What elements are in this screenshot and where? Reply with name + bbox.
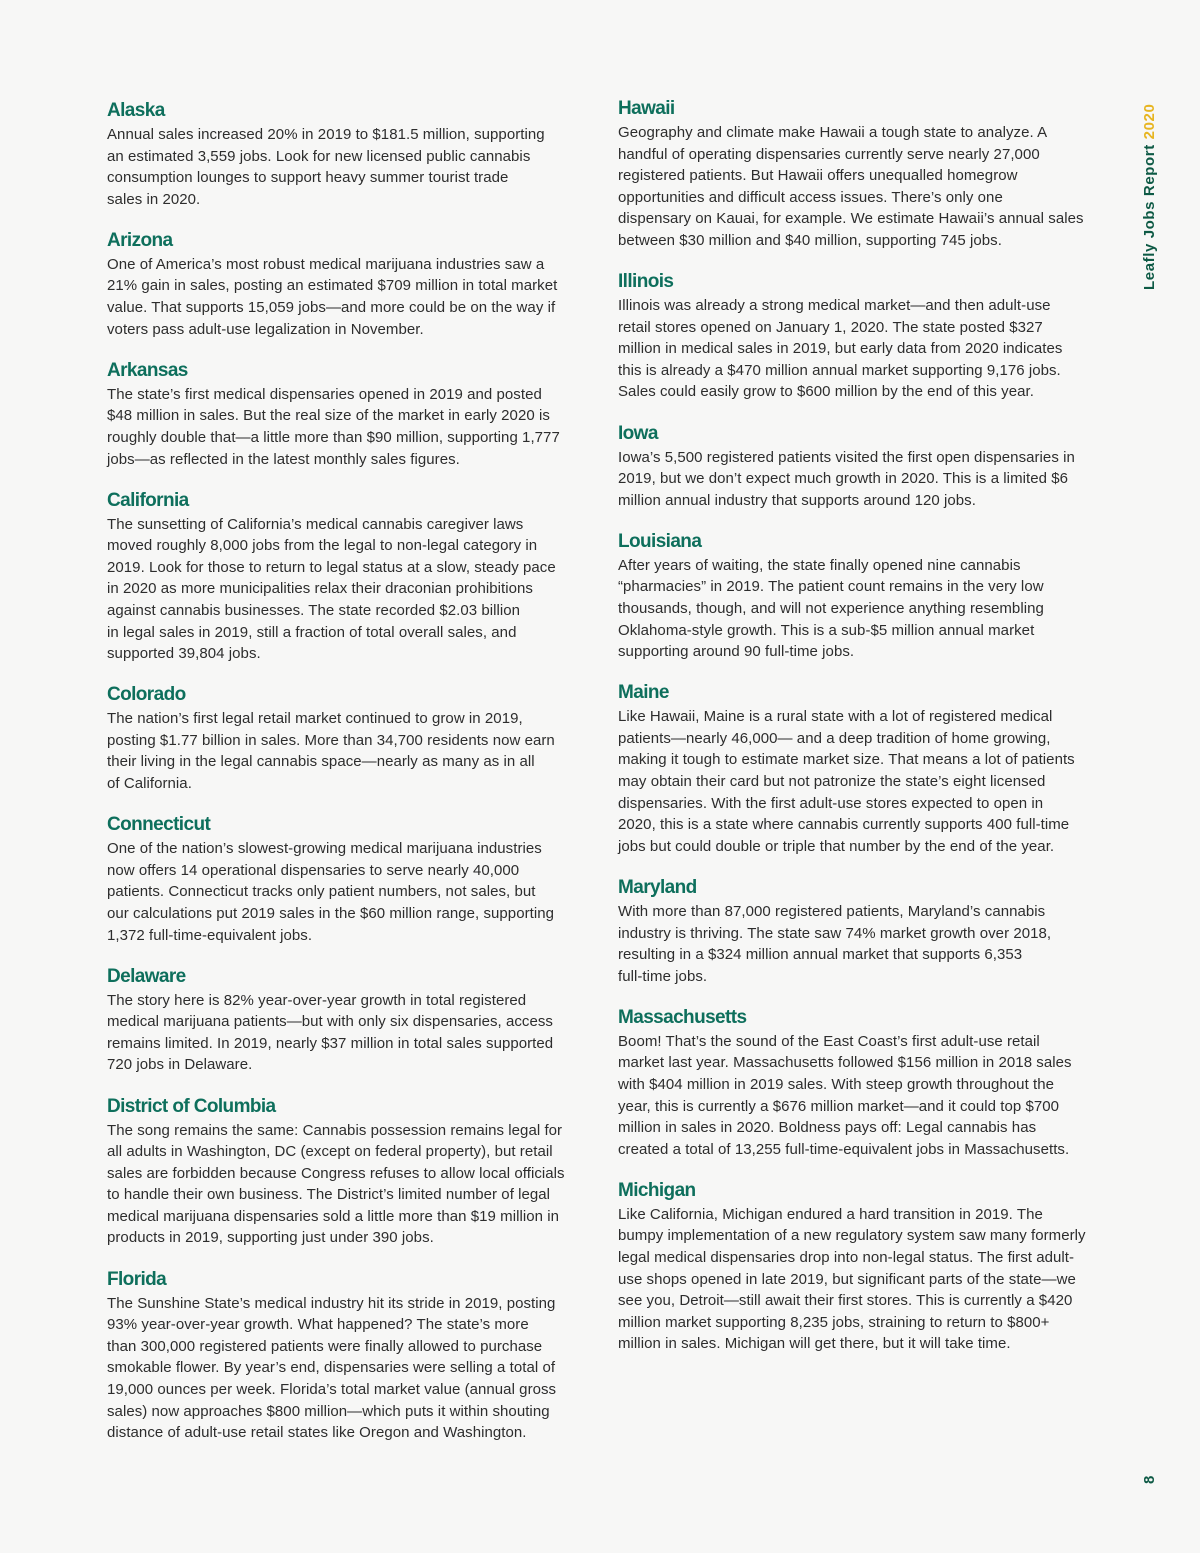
state-entry (107, 1095, 585, 1250)
text-line: now offers 14 operational dispensaries to serve nearly 40,000 (107, 861, 520, 879)
text-line: legal medical dispensaries drop into non-legal status. The first adult- (618, 1249, 1075, 1267)
text-line: medical marijuana dispensaries sold a little more than $19 million in (107, 1207, 560, 1225)
text-line: bumpy implementation of a new regulatory system saw many formerly (618, 1227, 1086, 1245)
text-line: jobs—as reflected in the latest monthly sales figures. (107, 450, 460, 468)
state-description (618, 447, 1100, 512)
report-title (1140, 104, 1160, 290)
state-entry (107, 229, 585, 340)
state-entry (618, 876, 1100, 987)
right-column (618, 97, 1100, 1374)
text-line: 1,372 full-time-equivalent jobs. (107, 926, 313, 944)
state-entry (107, 99, 585, 210)
text-line: Iowa’s 5,500 registered patients visited the first open dispensaries in (618, 448, 1075, 466)
state-entry (107, 683, 585, 794)
state-description (107, 1120, 585, 1250)
text-line: posting $1.77 billion in sales. More than 34,700 residents now earn (107, 731, 555, 749)
text-line: registered patients. But Hawaii offers unequalled homegrow (618, 167, 1018, 185)
state-description (107, 514, 585, 665)
state-entry (618, 681, 1100, 857)
report-title-year: 2020 (1141, 103, 1158, 140)
text-line: smokable flower. By year’s end, dispensaries were selling a total of (107, 1359, 556, 1377)
state-heading: Michigan (618, 1179, 696, 1201)
text-line: year, this is currently a $676 million market—and it could top $700 (618, 1097, 1060, 1115)
text-line: full-time jobs. (618, 967, 708, 985)
text-line: an estimated 3,559 jobs. Look for new licensed public cannabis (107, 147, 531, 165)
text-line: may obtain their card but not patronize the state’s eight licensed (618, 773, 1046, 791)
state-description (107, 708, 585, 794)
text-line: jobs but could double or triple that number by the end of the year. (618, 837, 1055, 855)
text-line: 19,000 ounces per week. Florida’s total market value (annual gross (107, 1380, 557, 1398)
text-line: 2020, this is a state where cannabis currently supports 400 full-time (618, 816, 1070, 834)
text-line: in legal sales in 2019, still a fraction of total overall sales, and (107, 623, 517, 641)
state-heading: Massachusetts (618, 1006, 747, 1028)
text-line: with $404 million in 2019 sales. With steep growth throughout the (618, 1076, 1055, 1093)
text-line: 21% gain in sales, posting an estimated $709 million in total market (107, 277, 558, 295)
text-line: Like Hawaii, Maine is a rural state with a lot of registered medical (618, 708, 1053, 726)
state-entry (618, 1179, 1100, 1355)
text-line: Boom! That’s the sound of the East Coast’s first adult-use retail (618, 1032, 1040, 1050)
text-line: The story here is 82% year-over-year growth in total registered (107, 991, 527, 1009)
text-line: products in 2019, supporting just under 390 jobs. (107, 1229, 434, 1247)
state-entry (107, 489, 585, 665)
state-heading: Colorado (107, 684, 186, 706)
state-heading: Arkansas (107, 359, 188, 381)
text-line: patients—nearly 46,000— and a deep tradition of home growing, (618, 729, 1051, 747)
text-line: million in sales in 2020. Boldness pays off: Legal cannabis has (618, 1119, 1037, 1137)
text-line: Annual sales increased 20% in 2019 to $181.5 million, supporting (107, 126, 545, 143)
text-line: see you, Detroit—still await their first stores. This is currently a $420 (618, 1292, 1073, 1310)
state-description (107, 254, 585, 340)
text-line: dispensaries. With the first adult-use stores expected to open in (618, 794, 1044, 812)
state-entry (618, 270, 1100, 403)
state-heading: Illinois (618, 271, 674, 293)
text-line: sales in 2020. (107, 190, 201, 208)
text-line: The sunsetting of California’s medical cannabis caregiver laws (107, 515, 524, 533)
text-line: handful of operating dispensaries currently serve nearly 27,000 (618, 145, 1040, 163)
state-heading: Iowa (618, 422, 658, 444)
state-description (618, 1204, 1100, 1355)
state-entry (618, 1006, 1100, 1161)
state-heading: Louisiana (618, 530, 702, 552)
text-line: industry is thriving. The state saw 74% market growth over 2018, (618, 924, 1052, 942)
state-heading: Connecticut (107, 814, 211, 836)
page-number: 8 (1141, 1475, 1158, 1484)
text-line: Like California, Michigan endured a hard transition in 2019. The (618, 1205, 1043, 1223)
state-entry (107, 359, 585, 470)
text-line: The song remains the same: Cannabis possession remains legal for (107, 1121, 563, 1139)
text-line: With more than 87,000 registered patients, Maryland’s cannabis (618, 902, 1046, 920)
state-description (618, 706, 1100, 857)
text-line: this is already a $470 million annual market supporting 9,176 jobs. (618, 361, 1061, 379)
state-entry (618, 97, 1100, 252)
text-line: supporting around 90 full-time jobs. (618, 643, 855, 661)
text-line: moved roughly 8,000 jobs from the legal to non-legal category in (107, 537, 538, 555)
state-entry (107, 1268, 585, 1444)
text-line: consumption lounges to support heavy summer tourist trade (107, 169, 509, 187)
state-heading: Maine (618, 682, 669, 704)
text-line: remains limited. In 2019, nearly $37 million in total sales supported (107, 1034, 554, 1052)
text-line: 720 jobs in Delaware. (107, 1056, 253, 1074)
text-line: $48 million in sales. But the real size of the market in early 2020 is (107, 407, 550, 425)
text-line: our calculations put 2019 sales in the $60 million range, supporting (107, 904, 555, 922)
text-line: 93% year-over-year growth. What happened? The state’s more (107, 1316, 529, 1334)
state-description (107, 990, 585, 1076)
text-line: 2019, but we don’t expect much growth in 2020. This is a limited $6 (618, 470, 1068, 488)
text-line: against cannabis businesses. The state recorded $2.03 billion (107, 602, 521, 619)
state-entry (107, 965, 585, 1076)
text-line: supported 39,804 jobs. (107, 645, 261, 663)
text-line: between $30 million and $40 million, supporting 745 jobs. (618, 231, 1002, 249)
text-line: Sales could easily grow to $600 million by the end of this year. (618, 383, 1034, 401)
text-line: thousands, though, and will not experience anything resembling (618, 600, 1044, 617)
state-description (618, 122, 1100, 252)
state-heading: Florida (107, 1268, 167, 1290)
text-line: One of America’s most robust medical marijuana industries saw a (107, 255, 545, 273)
text-line: making it tough to estimate market size. That means a lot of patients (618, 751, 1075, 769)
state-entry (618, 422, 1100, 512)
state-heading: Maryland (618, 876, 697, 898)
text-line: resulting in a $324 million annual market that supports 6,353 (618, 946, 1023, 964)
text-line: After years of waiting, the state finally opened nine cannabis (618, 556, 1021, 574)
text-line: sales are forbidden because Congress refuses to allow local officials (107, 1164, 565, 1182)
state-description (618, 555, 1100, 663)
text-line: The nation’s first legal retail market continued to grow in 2019, (107, 710, 523, 728)
text-line: created a total of 13,255 full-time-equivalent jobs in Massachusetts. (618, 1140, 1070, 1158)
text-line: One of the nation’s slowest-growing medical marijuana industries (107, 840, 542, 858)
state-heading: California (107, 489, 189, 511)
text-line: patients. Connecticut tracks only patient numbers, not sales, but (107, 883, 536, 901)
text-line: million market supporting 8,235 jobs, straining to return to $800+ (618, 1313, 1050, 1331)
text-line: all adults in Washington, DC (except on federal property), but retail (107, 1143, 553, 1161)
text-line: 2019. Look for those to return to legal status at a slow, steady pace (107, 558, 556, 576)
text-line: The state’s first medical dispensaries opened in 2019 and posted (107, 385, 542, 403)
state-heading: Hawaii (618, 98, 675, 119)
text-line: million in medical sales in 2019, but early data from 2020 indicates (618, 340, 1063, 358)
state-entry (618, 530, 1100, 663)
text-line: retail stores opened on January 1, 2020. The state posted $327 (618, 318, 1043, 336)
text-line: their living in the legal cannabis space—nearly as many as in all (107, 753, 535, 771)
text-line: of California. (107, 775, 192, 793)
state-description (618, 295, 1100, 403)
text-line: opportunities and difficult access issues. There’s only one (618, 188, 1003, 206)
state-heading: Delaware (107, 965, 186, 987)
text-line: in 2020 as more municipalities relax their draconian prohibitions (107, 580, 533, 598)
state-heading: Alaska (107, 100, 165, 121)
text-line: medical marijuana patients—but with only six dispensaries, access (107, 1013, 553, 1031)
state-description (618, 901, 1100, 987)
text-line: dispensary on Kauai, for example. We estimate Hawaii’s annual sales (618, 210, 1084, 228)
text-line: million in sales. Michigan will get there, but it will take time. (618, 1335, 1011, 1353)
state-description (107, 838, 585, 946)
state-heading: Arizona (107, 229, 173, 251)
report-title-main: Leafly Jobs Report (1141, 144, 1158, 290)
text-line: market last year. Massachusetts followed $156 million in 2018 sales (618, 1054, 1072, 1072)
state-entry (107, 813, 585, 946)
text-line: Illinois was already a strong medical market—and then adult-use (618, 297, 1051, 315)
state-description (107, 384, 585, 470)
text-line: distance of adult-use retail states like Oregon and Washington. (107, 1424, 527, 1442)
text-line: value. That supports 15,059 jobs—and more could be on the way if (107, 299, 556, 317)
text-line: Oklahoma-style growth. This is a sub-$5 million annual market (618, 621, 1035, 639)
state-description (107, 124, 585, 210)
text-line: “pharmacies” in 2019. The patient count remains in the very low (618, 578, 1044, 596)
text-line: Geography and climate make Hawaii a tough state to analyze. A (618, 124, 1048, 141)
state-description (618, 1031, 1100, 1161)
text-line: roughly double that—a little more than $90 million, supporting 1,777 (107, 428, 560, 446)
text-line: sales) now approaches $800 million—which puts it within shouting (107, 1402, 550, 1420)
text-line: million annual industry that supports around 120 jobs. (618, 491, 976, 509)
text-line: The Sunshine State’s medical industry hit its stride in 2019, posting (107, 1294, 556, 1312)
state-heading: District of Columbia (107, 1095, 276, 1117)
state-description (107, 1293, 585, 1444)
text-line: to handle their own business. The District’s limited number of legal (107, 1186, 551, 1204)
text-line: voters pass adult-use legalization in November. (107, 320, 424, 338)
text-line: use shops opened in late 2019, but significant parts of the state—we (618, 1270, 1076, 1288)
text-line: than 300,000 registered patients were finally allowed to purchase (107, 1337, 543, 1355)
left-column (107, 99, 585, 1462)
